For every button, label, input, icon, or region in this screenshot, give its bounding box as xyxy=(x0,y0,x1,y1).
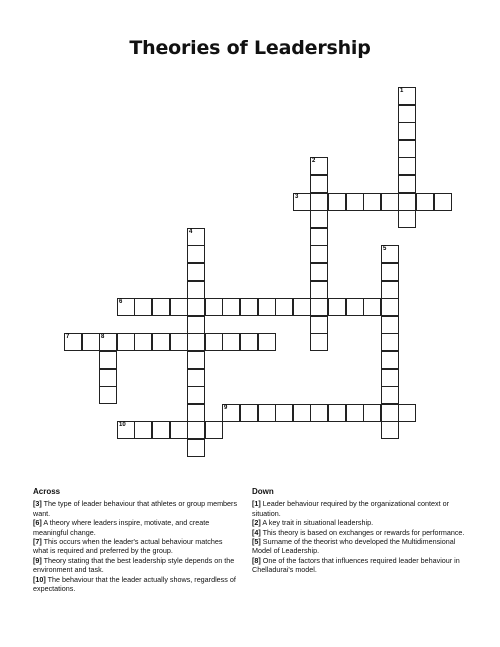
crossword-cell[interactable] xyxy=(381,263,399,281)
crossword-cell[interactable] xyxy=(99,369,117,387)
clue-number-label: 4 xyxy=(189,229,193,235)
crossword-cell[interactable] xyxy=(310,228,328,246)
crossword-cell[interactable] xyxy=(187,369,205,387)
clue-number: [2] xyxy=(252,518,261,528)
crossword-cell[interactable] xyxy=(381,386,399,404)
clue-text: This occurs when the leader's actual behaviour matches what is required and preferred by the group. xyxy=(33,537,223,556)
crossword-cell[interactable] xyxy=(398,105,416,123)
crossword-cell[interactable] xyxy=(152,298,170,316)
down-clue xyxy=(252,537,474,556)
crossword-cell[interactable] xyxy=(310,263,328,281)
crossword-cell[interactable] xyxy=(187,333,205,351)
across-clue xyxy=(33,518,238,537)
across-clue xyxy=(33,499,238,518)
crossword-cell[interactable] xyxy=(434,193,452,211)
down-clue xyxy=(252,556,474,575)
crossword-cell[interactable] xyxy=(416,193,434,211)
crossword-cell[interactable] xyxy=(310,316,328,334)
crossword-cell[interactable] xyxy=(170,298,188,316)
clue-number: [3] xyxy=(33,499,42,509)
across-heading: Across xyxy=(33,487,61,496)
crossword-cell[interactable] xyxy=(398,122,416,140)
clue-number-label: 3 xyxy=(295,194,299,200)
crossword-cell[interactable] xyxy=(363,298,381,316)
clue-text: Theory stating that the best leadership style depends on the environment and task. xyxy=(33,555,235,575)
crossword-cell[interactable] xyxy=(64,333,82,351)
clue-number: [6] xyxy=(33,518,42,528)
crossword-cell[interactable] xyxy=(398,157,416,175)
clue-text: Surname of the theorist who developed the Multidimensional Model of Leadership. xyxy=(252,537,456,556)
crossword-cell[interactable] xyxy=(275,404,293,422)
crossword-cell[interactable] xyxy=(134,298,152,316)
crossword-cell[interactable] xyxy=(381,316,399,334)
crossword-cell[interactable] xyxy=(187,386,205,404)
crossword-cell[interactable] xyxy=(346,298,364,316)
clue-text: This theory is based on exchanges or rewards for performance. xyxy=(260,527,465,537)
crossword-cell[interactable] xyxy=(310,281,328,299)
down-clues xyxy=(252,487,474,575)
clue-text: A key trait in situational leadership. xyxy=(260,518,374,528)
crossword-cell[interactable] xyxy=(310,175,328,193)
puzzle-title: Theories of Leadership xyxy=(129,37,371,59)
across-clues xyxy=(33,487,238,593)
down-heading: Down xyxy=(252,487,274,496)
crossword-cell[interactable] xyxy=(381,333,399,351)
crossword-cell[interactable] xyxy=(187,351,205,369)
crossword-cell[interactable] xyxy=(381,369,399,387)
down-clue xyxy=(252,518,474,527)
crossword-cell[interactable] xyxy=(187,263,205,281)
clue-number-label: 9 xyxy=(224,405,228,411)
crossword-cell[interactable] xyxy=(363,193,381,211)
crossword-cell[interactable] xyxy=(346,193,364,211)
crossword-cell[interactable] xyxy=(346,404,364,422)
crossword-cell[interactable] xyxy=(310,245,328,263)
clue-text: A theory where leaders inspire, motivate, and create meaningful change. xyxy=(33,518,210,537)
crossword-cell[interactable] xyxy=(293,298,311,316)
clue-number-label: 2 xyxy=(312,158,316,164)
crossword-cell[interactable] xyxy=(381,281,399,299)
crossword-cell[interactable] xyxy=(205,298,223,316)
clue-number: [10] xyxy=(33,574,46,584)
clue-number-label: 8 xyxy=(101,334,105,340)
crossword-cell[interactable] xyxy=(187,421,205,439)
clue-text: The type of leader behaviour that athletes or group members want. xyxy=(33,499,238,518)
crossword-cell[interactable] xyxy=(99,333,117,351)
crossword-cell[interactable] xyxy=(152,421,170,439)
crossword-cell[interactable] xyxy=(240,298,258,316)
crossword-cell[interactable] xyxy=(258,404,276,422)
clue-number: [4] xyxy=(252,527,261,537)
crossword-cell[interactable] xyxy=(82,333,100,351)
crossword-cell[interactable] xyxy=(293,404,311,422)
crossword-cell[interactable] xyxy=(187,316,205,334)
crossword-cell[interactable] xyxy=(170,421,188,439)
crossword-cell[interactable] xyxy=(187,298,205,316)
clue-number: [1] xyxy=(252,499,261,509)
clue-number-label: 7 xyxy=(66,334,70,340)
clue-number-label: 1 xyxy=(400,88,404,94)
crossword-cell[interactable] xyxy=(240,333,258,351)
clue-text: The behaviour that the leader actually shows, regardless of expectations. xyxy=(33,574,236,594)
crossword-cell[interactable] xyxy=(328,193,346,211)
crossword-cell[interactable] xyxy=(187,245,205,263)
clue-text: One of the factors that influences required leader behaviour in Chelladurai's model. xyxy=(252,555,460,575)
crossword-cell[interactable] xyxy=(152,333,170,351)
crossword-cell[interactable] xyxy=(99,351,117,369)
crossword-cell[interactable] xyxy=(398,404,416,422)
clue-number-label: 10 xyxy=(119,422,126,428)
crossword-cell[interactable] xyxy=(187,281,205,299)
crossword-cell[interactable] xyxy=(275,298,293,316)
crossword-cell[interactable] xyxy=(258,333,276,351)
crossword-cell[interactable] xyxy=(398,210,416,228)
crossword-cell[interactable] xyxy=(398,175,416,193)
crossword-cell[interactable] xyxy=(310,210,328,228)
crossword-cell[interactable] xyxy=(205,333,223,351)
crossword-cell[interactable] xyxy=(205,421,223,439)
down-clue xyxy=(252,528,474,537)
clue-text: Leader behaviour required by the organizational context or situation. xyxy=(252,499,449,518)
crossword-cell[interactable] xyxy=(117,333,135,351)
clue-number: [9] xyxy=(33,555,42,565)
clue-number-label: 6 xyxy=(119,299,123,305)
clue-number-label: 5 xyxy=(383,246,387,252)
crossword-cell[interactable] xyxy=(381,404,399,422)
crossword-cell[interactable] xyxy=(398,140,416,158)
crossword-cell[interactable] xyxy=(310,333,328,351)
clue-number: [7] xyxy=(33,537,42,547)
crossword-cell[interactable] xyxy=(381,298,399,316)
crossword-cell[interactable] xyxy=(240,404,258,422)
down-clue xyxy=(252,499,474,518)
crossword-cell[interactable] xyxy=(134,333,152,351)
crossword-cell[interactable] xyxy=(398,87,416,105)
across-clue xyxy=(33,537,238,556)
crossword-cell[interactable] xyxy=(310,298,328,316)
crossword-cell[interactable] xyxy=(222,298,240,316)
across-clue xyxy=(33,556,238,575)
crossword-cell[interactable] xyxy=(381,193,399,211)
crossword-cell[interactable] xyxy=(310,404,328,422)
crossword-cell[interactable] xyxy=(310,157,328,175)
crossword-cell[interactable] xyxy=(187,228,205,246)
crossword-cell[interactable] xyxy=(222,333,240,351)
crossword-cell[interactable] xyxy=(117,421,135,439)
crossword-cell[interactable] xyxy=(310,193,328,211)
crossword-cell[interactable] xyxy=(187,404,205,422)
crossword-cell[interactable] xyxy=(398,193,416,211)
crossword-cell[interactable] xyxy=(363,404,381,422)
clue-number: [5] xyxy=(252,537,261,547)
crossword-cell[interactable] xyxy=(170,333,188,351)
crossword-cell[interactable] xyxy=(293,193,311,211)
crossword-cell[interactable] xyxy=(328,404,346,422)
across-clue xyxy=(33,575,238,594)
crossword-cell[interactable] xyxy=(328,298,346,316)
crossword-cell[interactable] xyxy=(381,245,399,263)
crossword-cell[interactable] xyxy=(99,386,117,404)
crossword-cell[interactable] xyxy=(117,298,135,316)
crossword-cell[interactable] xyxy=(258,298,276,316)
crossword-cell[interactable] xyxy=(381,421,399,439)
crossword-cell[interactable] xyxy=(187,439,205,457)
clue-number: [8] xyxy=(252,555,261,565)
crossword-cell[interactable] xyxy=(222,404,240,422)
crossword-cell[interactable] xyxy=(134,421,152,439)
crossword-cell[interactable] xyxy=(381,351,399,369)
